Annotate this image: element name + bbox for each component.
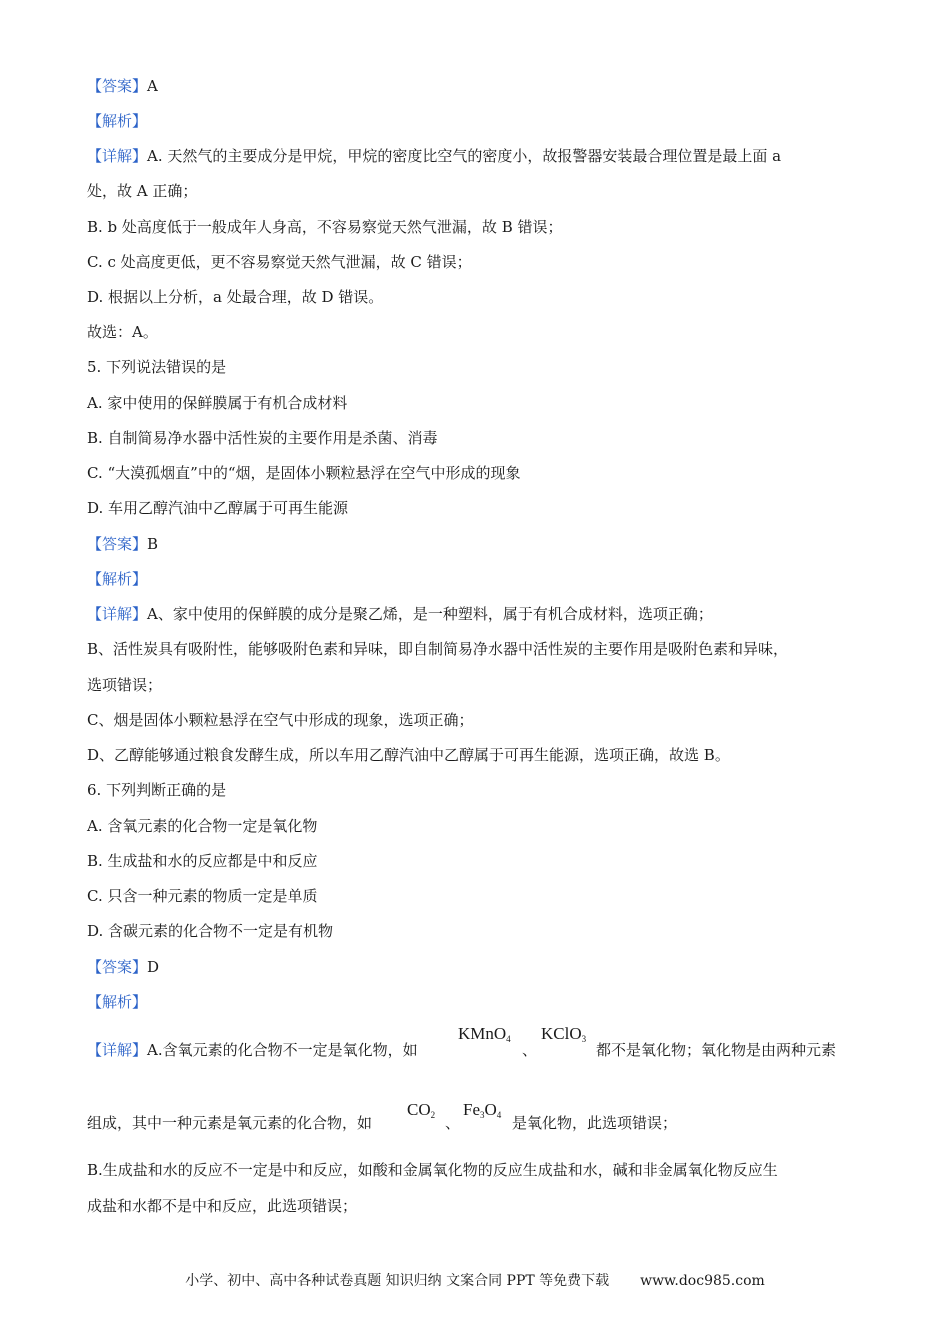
answer-tag: 【答案】 — [87, 77, 148, 95]
footer-text: 小学、初中、高中各种试卷真题 知识归纳 文案合同 PPT 等免费下载 — [185, 1273, 610, 1289]
detail-text: B. b 处高度低于一般成年人身高，不容易察觉天然气泄漏，故 B 错误； — [87, 218, 563, 236]
detail-text: B.生成盐和水的反应不一定是中和反应，如酸和金属氧化物的反应生成盐和水，碱和非金属氧化物反应生 — [87, 1161, 778, 1179]
option-b: B. 生成盐和水的反应都是中和反应 — [87, 852, 318, 870]
detail-tag: 【详解】 — [87, 147, 148, 165]
answer-line — [87, 534, 158, 554]
analysis-tag: 【解析】 — [87, 993, 148, 1011]
option-c: C. “大漠孤烟直”中的“烟，是固体小颗粒悬浮在空气中形成的现象 — [87, 464, 521, 482]
option-d: D. 车用乙醇汽油中乙醇属于可再生能源 — [87, 499, 349, 517]
formula-co2: $CO_2$ — [407, 1100, 436, 1120]
choice-conclusion: 故选：A。 — [87, 323, 158, 341]
page-footer — [0, 1270, 950, 1290]
option-a: A. 含氧元素的化合物一定是氧化物 — [87, 817, 318, 835]
question-stem: 6. 下列判断正确的是 — [87, 781, 227, 799]
answer-tag: 【答案】 — [87, 535, 148, 553]
detail-text: 成盐和水都不是中和反应，此选项错误； — [87, 1197, 358, 1215]
footer-link[interactable]: www.doc985.com — [640, 1273, 765, 1289]
detail-text: C. c 处高度更低，更不容易察觉天然气泄漏，故 C 错误； — [87, 253, 472, 271]
answer-value: D — [147, 958, 160, 976]
formula-kclo3: KClO$_3$ — [541, 1024, 587, 1044]
detail-text: A.含氧元素的化合物不一定是氧化物，如 — [147, 1041, 418, 1059]
analysis-tag: 【解析】 — [87, 570, 148, 588]
separator: 、 — [445, 1114, 461, 1132]
detail-text: D. 根据以上分析，a 处最合理，故 D 错误。 — [87, 288, 384, 306]
detail-tag: 【详解】 — [87, 1041, 148, 1059]
answer-value: B — [147, 535, 159, 553]
detail-line — [87, 146, 781, 166]
detail-line — [87, 604, 713, 624]
question-stem: 5. 下列说法错误的是 — [87, 358, 227, 376]
option-a: A. 家中使用的保鲜膜属于有机合成材料 — [87, 394, 348, 412]
formula-fe3o4: $Fe_3O_4$ — [463, 1100, 502, 1120]
detail-text: B、活性炭具有吸附性，能够吸附色素和异味，即自制简易净水器中活性炭的主要作用是吸附色素和异味， — [87, 640, 789, 658]
formula-kmno4: KMnO$_4$ — [458, 1024, 511, 1044]
analysis-tag: 【解析】 — [87, 112, 148, 130]
detail-tag: 【详解】 — [87, 605, 148, 623]
option-d: D. 含碳元素的化合物不一定是有机物 — [87, 922, 334, 940]
detail-text: C、烟是固体小颗粒悬浮在空气中形成的现象，选项正确； — [87, 711, 474, 729]
answer-line — [87, 76, 158, 96]
detail-text: D、乙醇能够通过粮食发酵生成，所以车用乙醇汽油中乙醇属于可再生能源，选项正确，故选 B。 — [87, 746, 730, 764]
detail-text: 处，故 A 正确； — [87, 182, 198, 200]
answer-value: A — [147, 77, 158, 95]
detail-text: 组成，其中一种元素是氧元素的化合物，如 — [87, 1114, 373, 1132]
detail-text: A、家中使用的保鲜膜的成分是聚乙烯，是一种塑料，属于有机合成材料，选项正确； — [147, 605, 713, 623]
detail-text: 都不是氧化物；氧化物是由两种元素 — [596, 1041, 837, 1059]
detail-text: 选项错误； — [87, 676, 163, 694]
answer-tag: 【答案】 — [87, 958, 148, 976]
detail-line — [87, 1040, 418, 1060]
option-c: C. 只含一种元素的物质一定是单质 — [87, 887, 318, 905]
answer-line — [87, 957, 159, 977]
separator: 、 — [522, 1041, 538, 1059]
option-b: B. 自制简易净水器中活性炭的主要作用是杀菌、消毒 — [87, 429, 438, 447]
detail-text: 是氧化物，此选项错误； — [512, 1114, 678, 1132]
detail-text: A. 天然气的主要成分是甲烷，甲烷的密度比空气的密度小，故报警器安装最合理位置是最上面 a — [147, 147, 782, 165]
